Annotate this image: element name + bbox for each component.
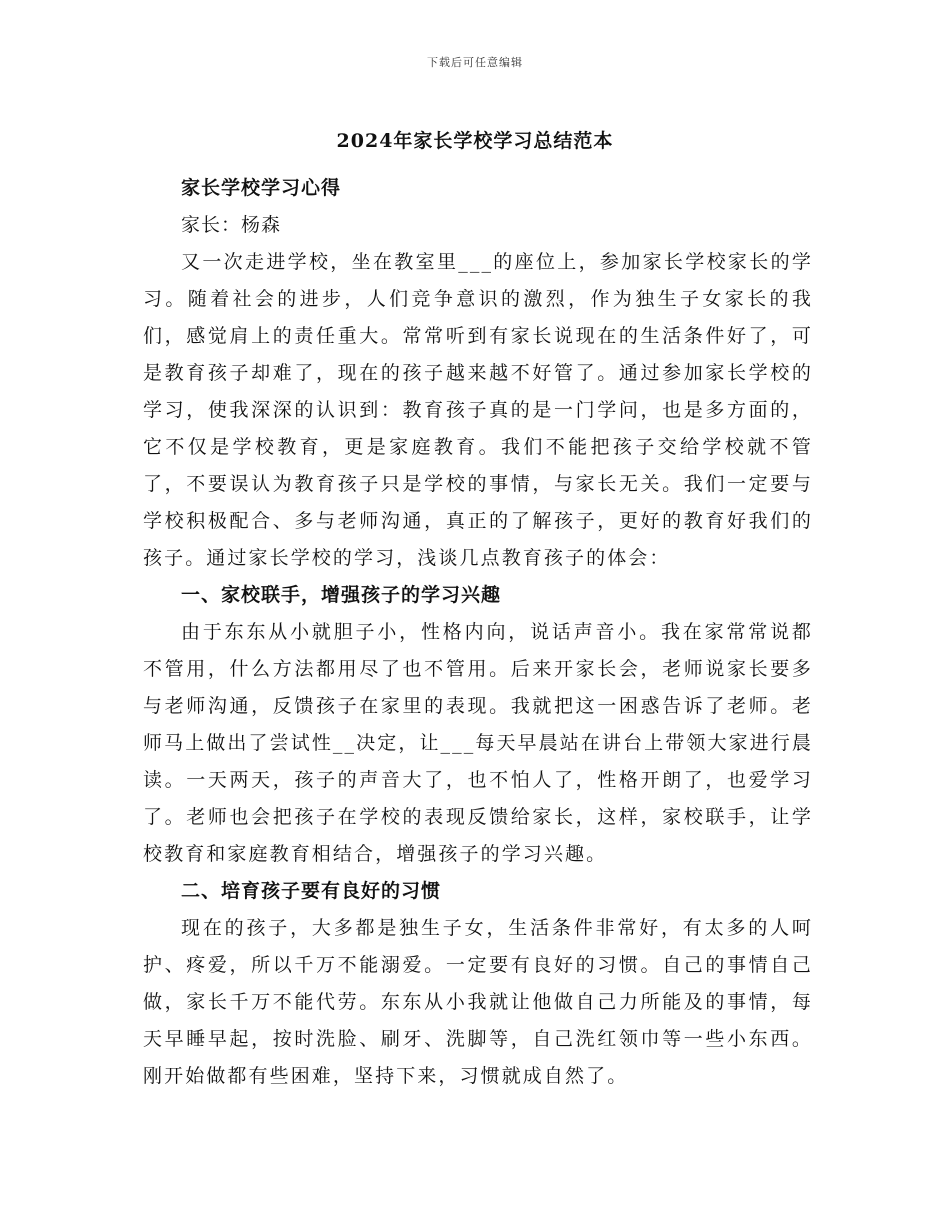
document-subtitle: 家长学校学习心得 [181, 177, 342, 199]
body-paragraph: 现在的孩子，大多都是独生子女，生活条件非常好，有太多的人呵护、疼爱，所以千万不能溺爱。一定要有良好的习惯。自己的事情自己做，家长千万不能代劳。东东从小我就让他做自己力所能及的事情，每天早睡早起，按时洗脸、刷牙、洗脚等，自己洗红领巾等一些小东西。刚开始做都有些困难，坚持下来，习惯就成自然了。 [143, 917, 813, 1087]
section-heading: 二、培育孩子要有良好的习惯 [181, 880, 442, 902]
page-header-note: 下载后可任意编辑 [427, 56, 523, 69]
author-line: 家长：杨森 [181, 214, 282, 236]
body-paragraph: 由于东东从小就胆子小，性格内向，说话声音小。我在家常常说都不管用，什么方法都用尽了也不管用。后来开家长会，老师说家长要多与老师沟通，反馈孩子在家里的表现。我就把这一困惑告诉了老师。老师马上做出了尝试性__决定，让___每天早晨站在讲台上带领大家进行晨读。一天两天，孩子的声音大了，也不怕人了，性格开朗了，也爱学习了。老师也会把孩子在学校的表现反馈给家长，这样，家校联手，让学校教育和家庭教育相结合，增强孩子的学习兴趣。 [143, 621, 813, 865]
body-paragraph: 又一次走进学校，坐在教室里___的座位上，参加家长学校家长的学习。随着社会的进步，人们竞争意识的激烈，作为独生子女家长的我们，感觉肩上的责任重大。常常听到有家长说现在的生活条件好了，可是教育孩子却难了，现在的孩子越来越不好管了。通过参加家长学校的学习，使我深深的认识到：教育孩子真的是一门学问，也是多方面的，它不仅是学校教育，更是家庭教育。我们不能把孩子交给学校就不管了，不要误认为教育孩子只是学校的事情，与家长无关。我们一定要与学校积极配合、多与老师沟通，真正的了解孩子，更好的教育好我们的孩子。通过家长学校的学习，浅谈几点教育孩子的体会： [143, 251, 813, 569]
section-heading: 一、家校联手，增强孩子的学习兴趣 [181, 584, 502, 606]
document-title: 2024年家长学校学习总结范本 [336, 130, 614, 152]
document-body [143, 170, 813, 1095]
